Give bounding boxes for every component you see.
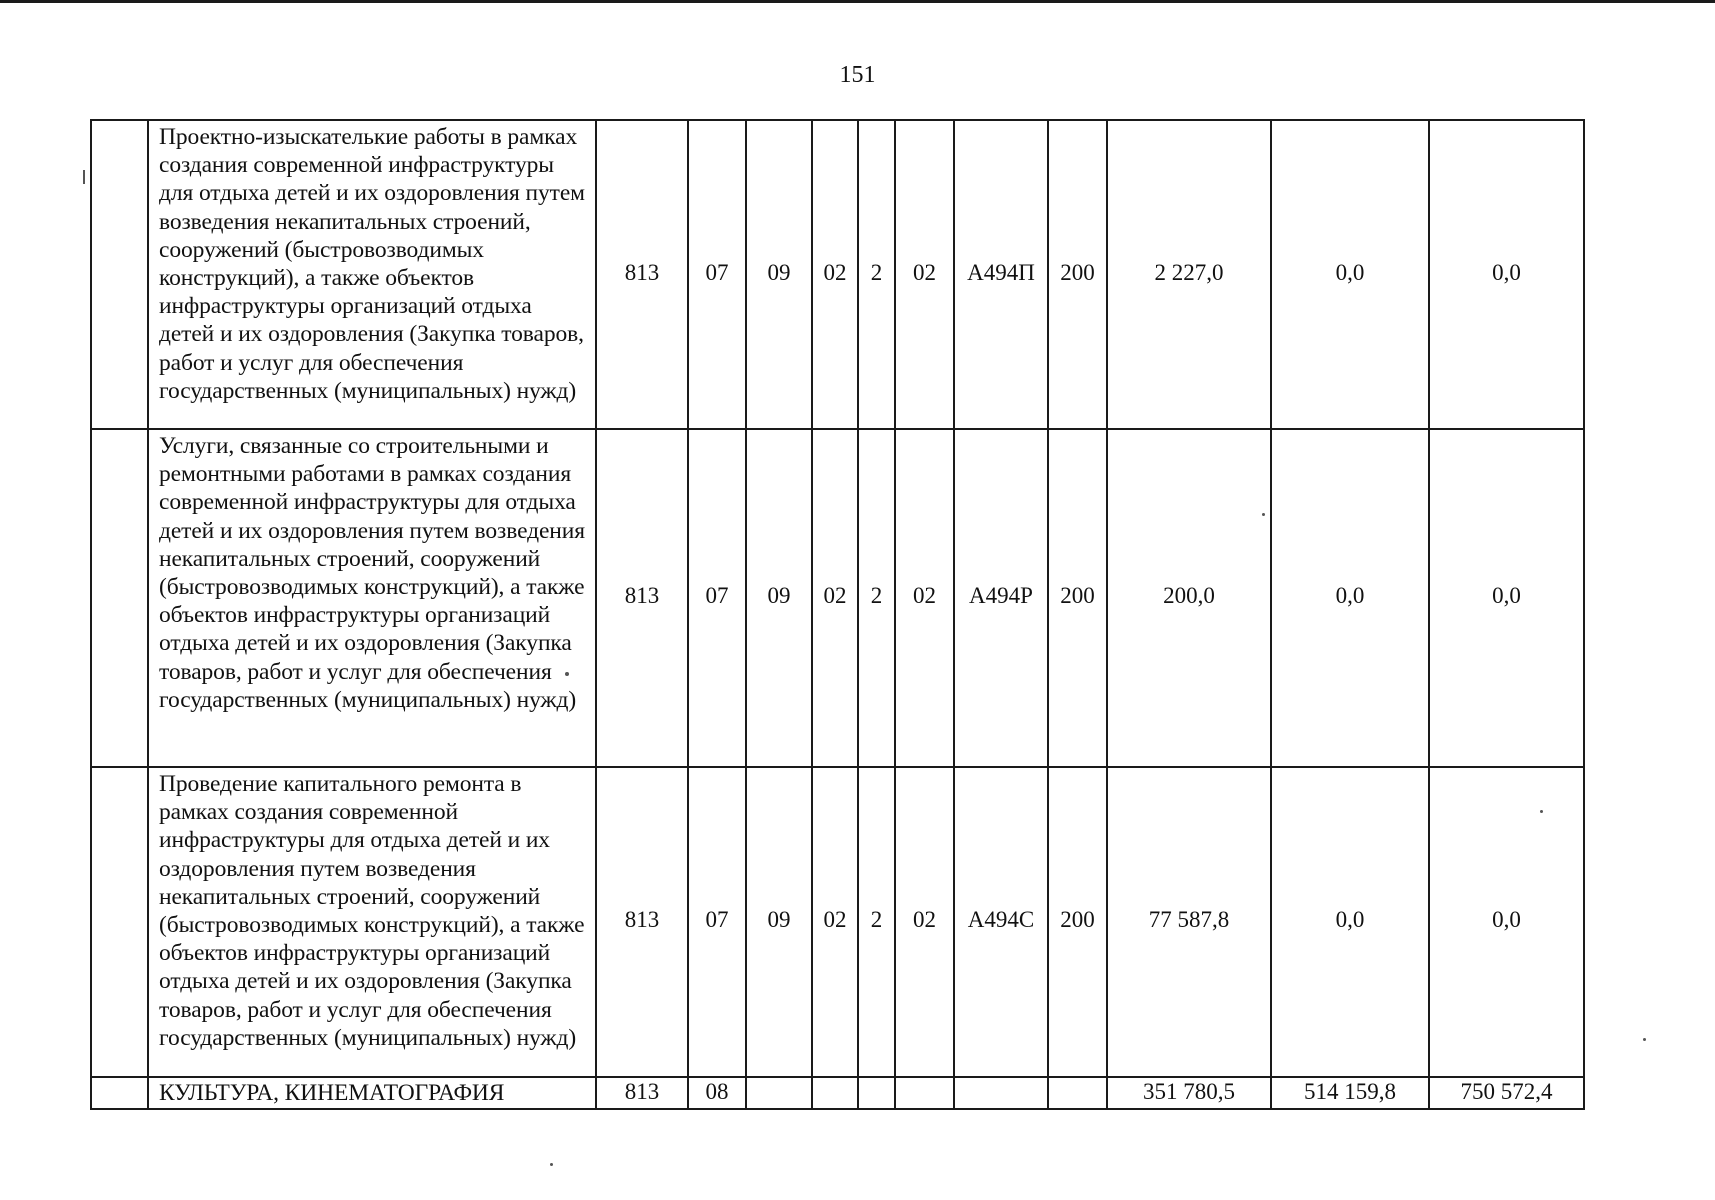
- table-row: [91, 767, 1584, 1077]
- section-code: 07: [688, 120, 746, 429]
- amount-year-1: 200,0: [1107, 429, 1271, 767]
- program-code: 02: [812, 429, 858, 767]
- subprogram-code: 2: [858, 120, 895, 429]
- event-code: [895, 1077, 954, 1109]
- expense-type-code: 200: [1048, 120, 1107, 429]
- subsection-code: 09: [746, 767, 812, 1077]
- expense-description: Услуги, связанные со строительными и ремонтными работами в рамках создания современной инфраструктуры для отдыха детей и их оздоровления путем возведения некапитальных строений, сооружений (быстровозводимых конструкций), а также объектов инфраструктуры организаций отдыха детей и их оздоровления (Закупка товаров, работ и услуг для обеспечения государственных (муниципальных) нужд): [148, 429, 596, 767]
- subprogram-code: [858, 1077, 895, 1109]
- budget-table: [90, 119, 1585, 1110]
- subsection-code: [746, 1077, 812, 1109]
- subsection-code: 09: [746, 120, 812, 429]
- section-code: 08: [688, 1077, 746, 1109]
- scan-speck: [1643, 1038, 1646, 1041]
- expense-description: Проведение капитального ремонта в рамках создания современной инфраструктуры для отдыха детей и их оздоровления путем возведения некапитальных строений, сооружений (быстровозводимых конструкций), а также объектов инфраструктуры организаций отдыха детей и их оздоровления (Закупка товаров, работ и услуг для обеспечения государственных (муниципальных) нужд): [148, 767, 596, 1077]
- amount-year-3: 0,0: [1429, 429, 1584, 767]
- expense-description: Проектно-изыскателькие работы в рамках создания современной инфраструктуры для отдыха детей и их оздоровления путем возведения некапитальных строений, сооружений (быстровозводимых конструкций), а также объектов инфраструктуры организаций отдыха детей и их оздоровления (Закупка товаров, работ и услуг для обеспечения государственных (муниципальных) нужд): [148, 120, 596, 429]
- amount-year-1: 2 227,0: [1107, 120, 1271, 429]
- expense-type-code: 200: [1048, 429, 1107, 767]
- direction-code: А494Р: [954, 429, 1048, 767]
- expense-type-code: 200: [1048, 767, 1107, 1077]
- ministry-code: 813: [596, 767, 688, 1077]
- amount-year-3: 0,0: [1429, 767, 1584, 1077]
- subsection-code: 09: [746, 429, 812, 767]
- expense-type-code: [1048, 1077, 1107, 1109]
- subprogram-code: 2: [858, 429, 895, 767]
- scan-speck: [1540, 810, 1543, 813]
- direction-code: [954, 1077, 1048, 1109]
- program-code: [812, 1077, 858, 1109]
- scan-speck: [1262, 513, 1265, 516]
- section-title: КУЛЬТУРА, КИНЕМАТОГРАФИЯ: [148, 1077, 596, 1109]
- program-code: 02: [812, 120, 858, 429]
- total-amount-year-3: 750 572,4: [1429, 1077, 1584, 1109]
- section-total-row: [91, 1077, 1584, 1109]
- row-index-cell: [91, 767, 148, 1077]
- direction-code: А494С: [954, 767, 1048, 1077]
- ministry-code: 813: [596, 1077, 688, 1109]
- scan-speck: [565, 672, 569, 676]
- amount-year-2: 0,0: [1271, 120, 1429, 429]
- amount-year-2: 0,0: [1271, 429, 1429, 767]
- total-amount-year-2: 514 159,8: [1271, 1077, 1429, 1109]
- subprogram-code: 2: [858, 767, 895, 1077]
- event-code: 02: [895, 767, 954, 1077]
- amount-year-2: 0,0: [1271, 767, 1429, 1077]
- scan-speck: [550, 1163, 553, 1166]
- ministry-code: 813: [596, 120, 688, 429]
- table-row: [91, 120, 1584, 429]
- program-code: 02: [812, 767, 858, 1077]
- event-code: 02: [895, 429, 954, 767]
- amount-year-1: 77 587,8: [1107, 767, 1271, 1077]
- amount-year-3: 0,0: [1429, 120, 1584, 429]
- direction-code: А494П: [954, 120, 1048, 429]
- section-code: 07: [688, 767, 746, 1077]
- event-code: 02: [895, 120, 954, 429]
- page-top-border: [0, 0, 1715, 3]
- scan-speck: [83, 170, 85, 184]
- section-code: 07: [688, 429, 746, 767]
- table-row: [91, 429, 1584, 767]
- page-number: 151: [839, 62, 876, 88]
- ministry-code: 813: [596, 429, 688, 767]
- row-index-cell: [91, 1077, 148, 1109]
- row-index-cell: [91, 429, 148, 767]
- total-amount-year-1: 351 780,5: [1107, 1077, 1271, 1109]
- row-index-cell: [91, 120, 148, 429]
